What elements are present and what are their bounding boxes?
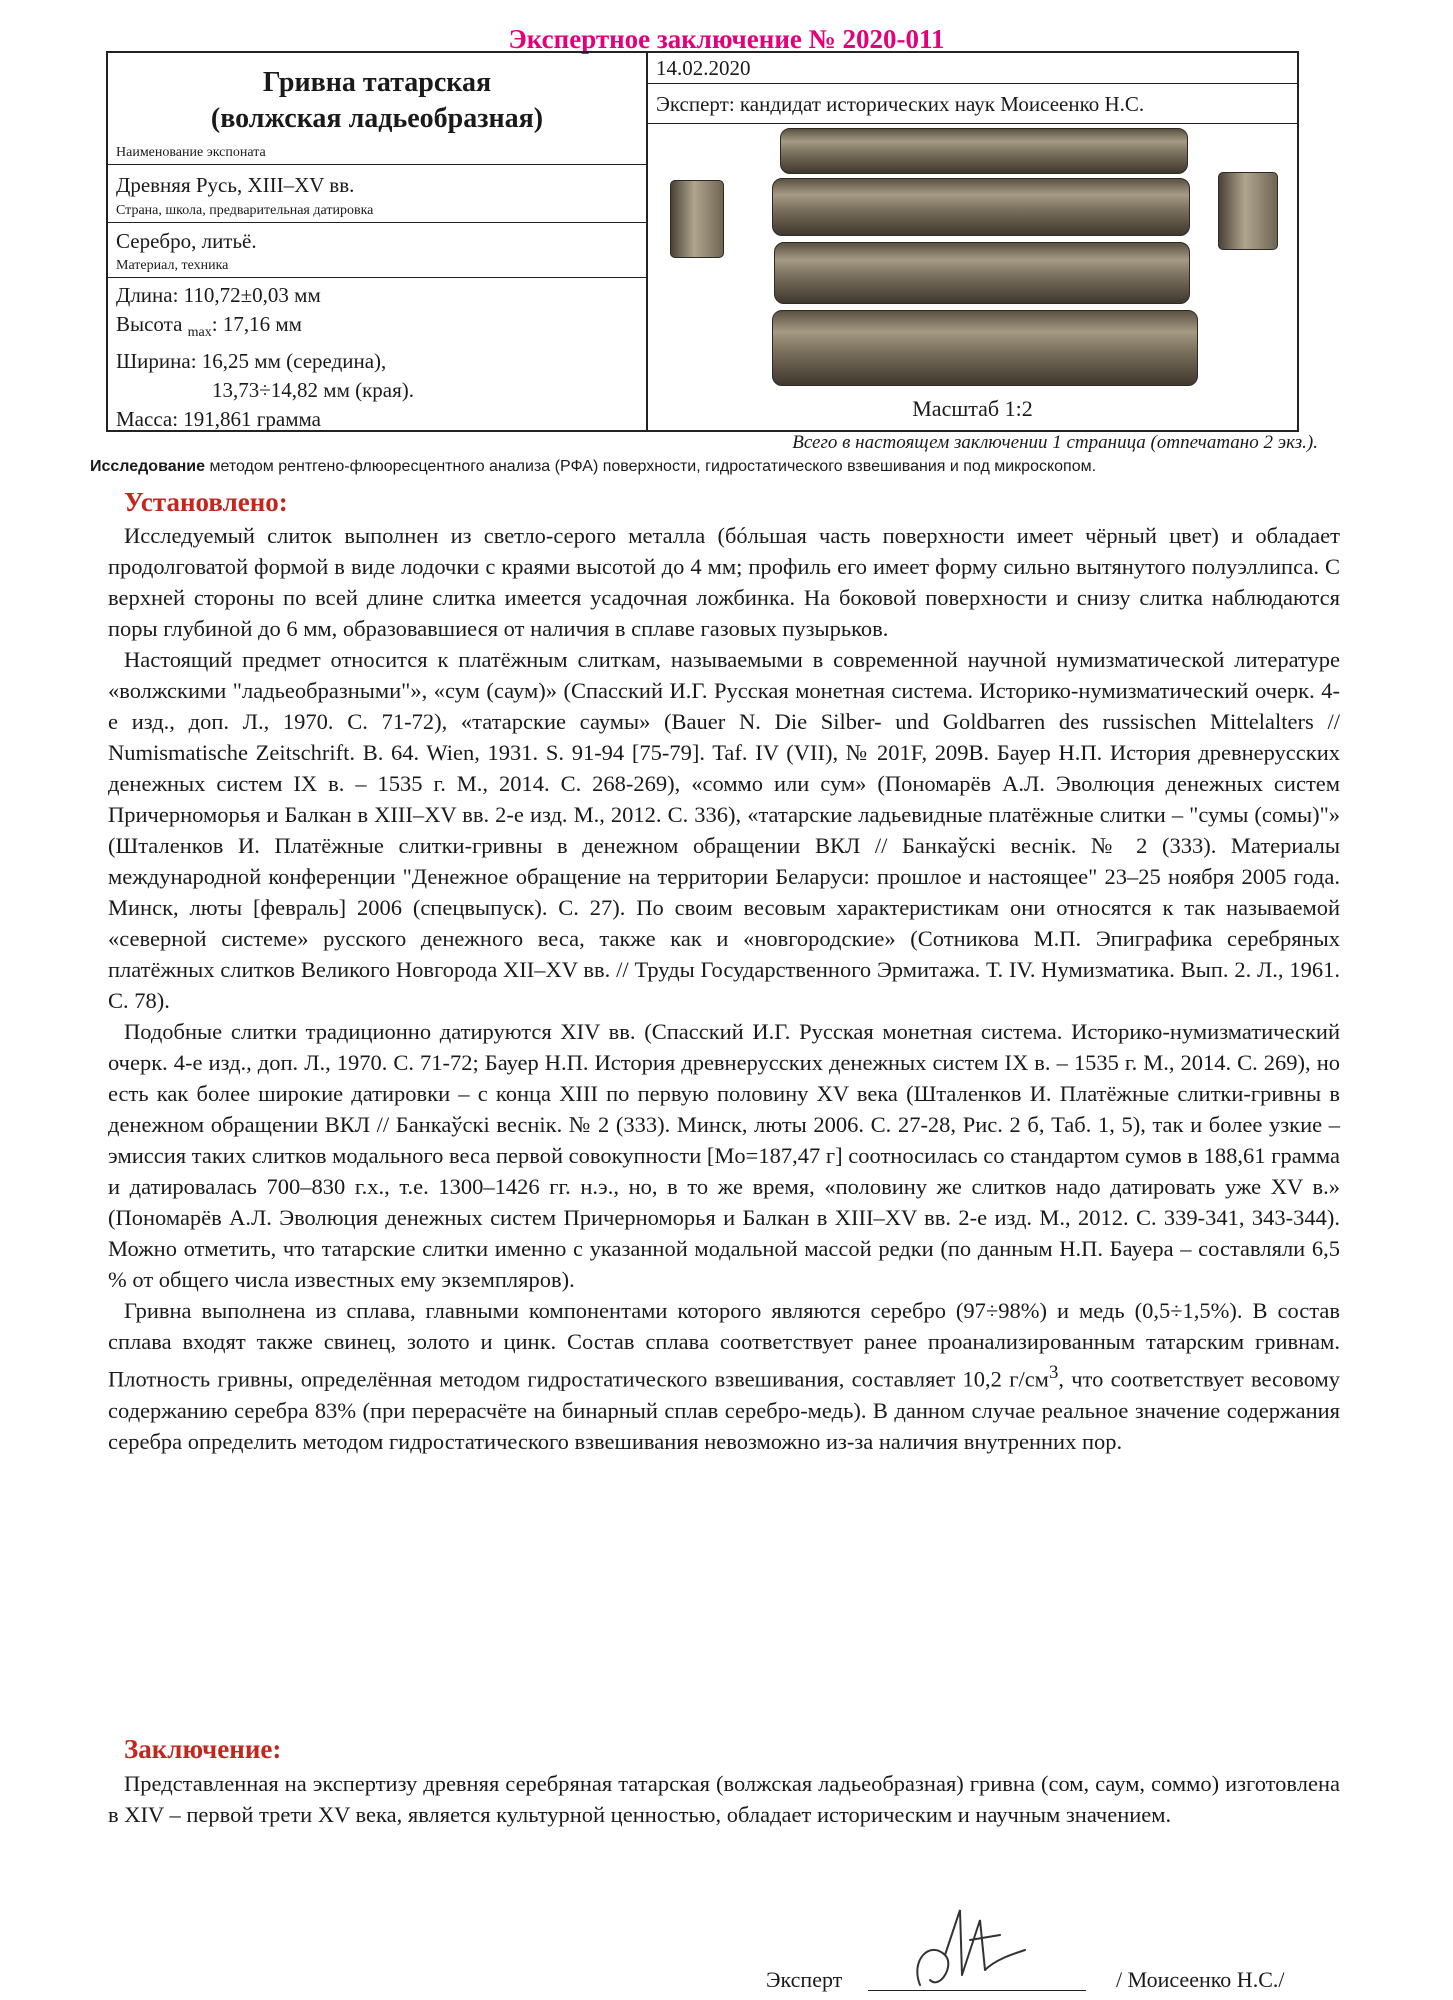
findings-paragraph-3: Подобные слитки традиционно датируются XIV вв. (Спасский И.Г. Русская монетная система. Историко-нумизматический очерк. 4-е изд., доп. Л., 1970. С. 71-72; Бауер Н.П. История древнерусских денежных систем IX в. – 1535 г. М., 2014. С. 269), но есть как более широкие датировки – с конца XIII по первую половину XV века (Шталенков И. Платёжные слитки-гривны в денежном обращении ВКЛ // Банкаўскі веснік. № 2 (333). Минск, люты 2006. С. 27-28, Рис. 2 б, Таб. 1, 5), так и более узкие – эмиссия таких слитков модального веса первой совокупности [Mo=187,47 г] соотносилась со стандартом сумов в 188,61 грамма и датировалась 700–830 г.х., т.е. 1300–1426 гг. н.э., но, в то же время, «половину же слитков надо датировать уже XV в.» (Пономарёв А.Л. Эволюция денежных систем Причерноморья и Балкан в XIII–XV вв. 2-е изд. М., 2012. С. 339-341, 343-344). Можно отметить, что татарские слитки именно с указанной модальной массой редки (по данным Н.П. Бауера – составляли 6,5 % от общего числа известных ему экземпляров).	[108, 1019, 1340, 1292]
findings-p4-part-a: Гривна выполнена из сплава, главными компонентами которого являются серебро (97÷98%) и медь (0,5÷1,5%). В состав сплава входят также свинец, золото и цинк. Состав сплава соответствует ранее проанализированным татарским гривнам. Плотность гривны, определённая методом гидростатического взвешивания, составляет 10,2 г/см	[108, 1298, 1340, 1392]
exhibit-name-line-1: Гривна татарская	[262, 67, 492, 98]
conclusion-heading	[124, 1734, 281, 1765]
conclusion-heading-text: Заключение	[124, 1734, 273, 1764]
origin-cell	[108, 165, 646, 223]
scale-label: Масштаб 1:2	[912, 396, 1033, 421]
findings-paragraph-2: Настоящий предмет относится к платёжным слиткам, называемыми в современной научной нумизматической литературе «волжскими "ладьеобразными"», «сум (саум)» (Спасский И.Г. Русская монетная система. Историко-нумизматический очерк. 4-е изд., доп. Л., 1970. С. 71-72), «татарские саумы» (Bauer N. Die Silber- und Goldbarren des russischen Mittelalters // Numismatische Zeitschrift. B. 64. Wien, 1931. S. 91-94 [75-79]. Taf. IV (VII), № 201F, 209B. Бауер Н.П. История древнерусских денежных систем IX в. – 1535 г. М., 2014. С. 268-269), «соммо или сум» (Пономарёв А.Л. Эволюция денежных систем Причерноморья и Балкан в XIII–XV вв. 2-е изд. М., 2012. С. 336), «татарские ладьевидные платёжные слитки – "сумы (сомы)"» (Шталенков И. Платёжные слитки-гривны в денежном обращении ВКЛ // Банкаўскі веснік. № 2 (333). Материалы международной конференции "Денежное обращение на территории Беларуси: прошлое и настоящее" 23–25 ноября 2005 года. Минск, люты [февраль] 2006 (спецвыпуск). С. 27). По своим весовым характеристикам они относятся к так называемой «северной системе» русского денежного веса, также как и «новгородские» (Сотникова М.П. Эпиграфика серебряных платёжных слитков Великого Новгорода XII–XV вв. // Труды Государственного Эрмитажа. Т. IV. Нумизматика. Вып. 2. Л., 1961. С. 78).	[108, 647, 1340, 1013]
exhibit-name-cell	[108, 53, 646, 165]
exhibit-name-line-2: (волжская ладьеобразная)	[210, 103, 544, 134]
ingot-view-bottom-image	[772, 310, 1198, 386]
ingot-photo	[648, 124, 1297, 430]
origin-value: Древняя Русь, XIII–XV вв.	[116, 173, 355, 197]
width-line-1: Ширина: 16,25 мм (середина),	[116, 349, 387, 374]
handwritten-signature-image	[900, 1900, 1040, 2000]
exhibit-name	[108, 53, 646, 137]
method-rest: методом рентгено-флюоресцентного анализа (РФА) поверхности, гидростатического взвешивания и под микроскопом.	[205, 458, 1097, 475]
header-table	[106, 51, 1299, 432]
dimensions-cell	[108, 278, 646, 430]
method-bold: Исследование	[90, 458, 205, 475]
signature-name: / Моисеенко Н.С./	[1116, 1967, 1285, 1992]
ingot-view-side-image	[772, 178, 1190, 236]
findings-paragraph-4	[108, 1295, 1340, 1457]
exhibit-name-caption: Наименование экспоната	[116, 145, 266, 160]
signature-label: Эксперт	[766, 1967, 843, 1992]
pages-note: Всего в настоящем заключении 1 страница (отпечатано 2 экз.).	[792, 432, 1318, 453]
header-right-column	[648, 53, 1297, 430]
dimensions	[108, 278, 646, 434]
report-date: 14.02.2020	[648, 53, 1297, 84]
expert-line: Эксперт: кандидат исторических наук Моисеенко Н.С.	[648, 84, 1297, 124]
height-line	[116, 310, 646, 347]
conclusion-heading-colon: :	[272, 1734, 282, 1764]
width-line-2: 13,73÷14,82 мм (края).	[212, 378, 415, 403]
material-value: Серебро, литьё.	[116, 229, 257, 253]
findings-p4-superscript: 3	[1048, 1362, 1059, 1383]
findings-p4-part-b: , что соответствует весовому содержанию серебра 83% (при перерасчёте на бинарный сплав серебро-медь). В данном случае реальное значение содержания серебра определить методом гидростатического взвешивания невозможно из-за наличия внутренних пор.	[108, 1366, 1341, 1454]
material-caption: Материал, техника	[116, 258, 229, 273]
ingot-view-top-image	[780, 128, 1188, 174]
conclusion-paragraph: Представленная на экспертизу древняя серебряная татарская (волжская ладьеобразная) гривна (сом, саум, соммо) изготовлена в XIV – первой трети XV века, является культурной ценностью, обладает историческим и научным значением.	[108, 1771, 1340, 1827]
findings-body	[108, 520, 1340, 1457]
height-prefix: Высота	[116, 312, 188, 336]
origin-caption: Страна, школа, предварительная датировка	[116, 203, 374, 218]
height-subscript: max	[187, 325, 212, 341]
findings-heading-text: Установлено	[124, 487, 279, 517]
findings-heading-colon: :	[278, 487, 288, 517]
ingot-view-side-2-image	[774, 242, 1190, 304]
mass-line: Масса: 191,861 грамма	[116, 407, 321, 432]
ingot-end-left-image	[670, 180, 724, 258]
height-value: : 17,16 мм	[211, 312, 302, 336]
conclusion-body	[108, 1768, 1340, 1830]
findings-heading	[124, 487, 288, 518]
length-line: Длина: 110,72±0,03 мм	[116, 283, 321, 307]
method-line	[90, 458, 1360, 476]
document-title: Экспертное заключение № 2020-011	[508, 24, 945, 54]
header-left-column	[108, 53, 648, 430]
ingot-end-right-image	[1218, 172, 1278, 250]
material-cell	[108, 223, 646, 278]
findings-paragraph-1: Исследуемый слиток выполнен из светло-серого металла (бóльшая часть поверхности имеет чёрный цвет) и обладает продолговатой формой в виде лодочки с краями высотой до 4 мм; профиль его имеет форму сильно вытянутого полуэллипса. С верхней стороны по всей длине слитка имеется усадочная ложбинка. На боковой поверхности и снизу слитка наблюдаются поры глубиной до 6 мм, образовавшиеся от наличия в сплаве газовых пузырьков.	[108, 523, 1340, 641]
